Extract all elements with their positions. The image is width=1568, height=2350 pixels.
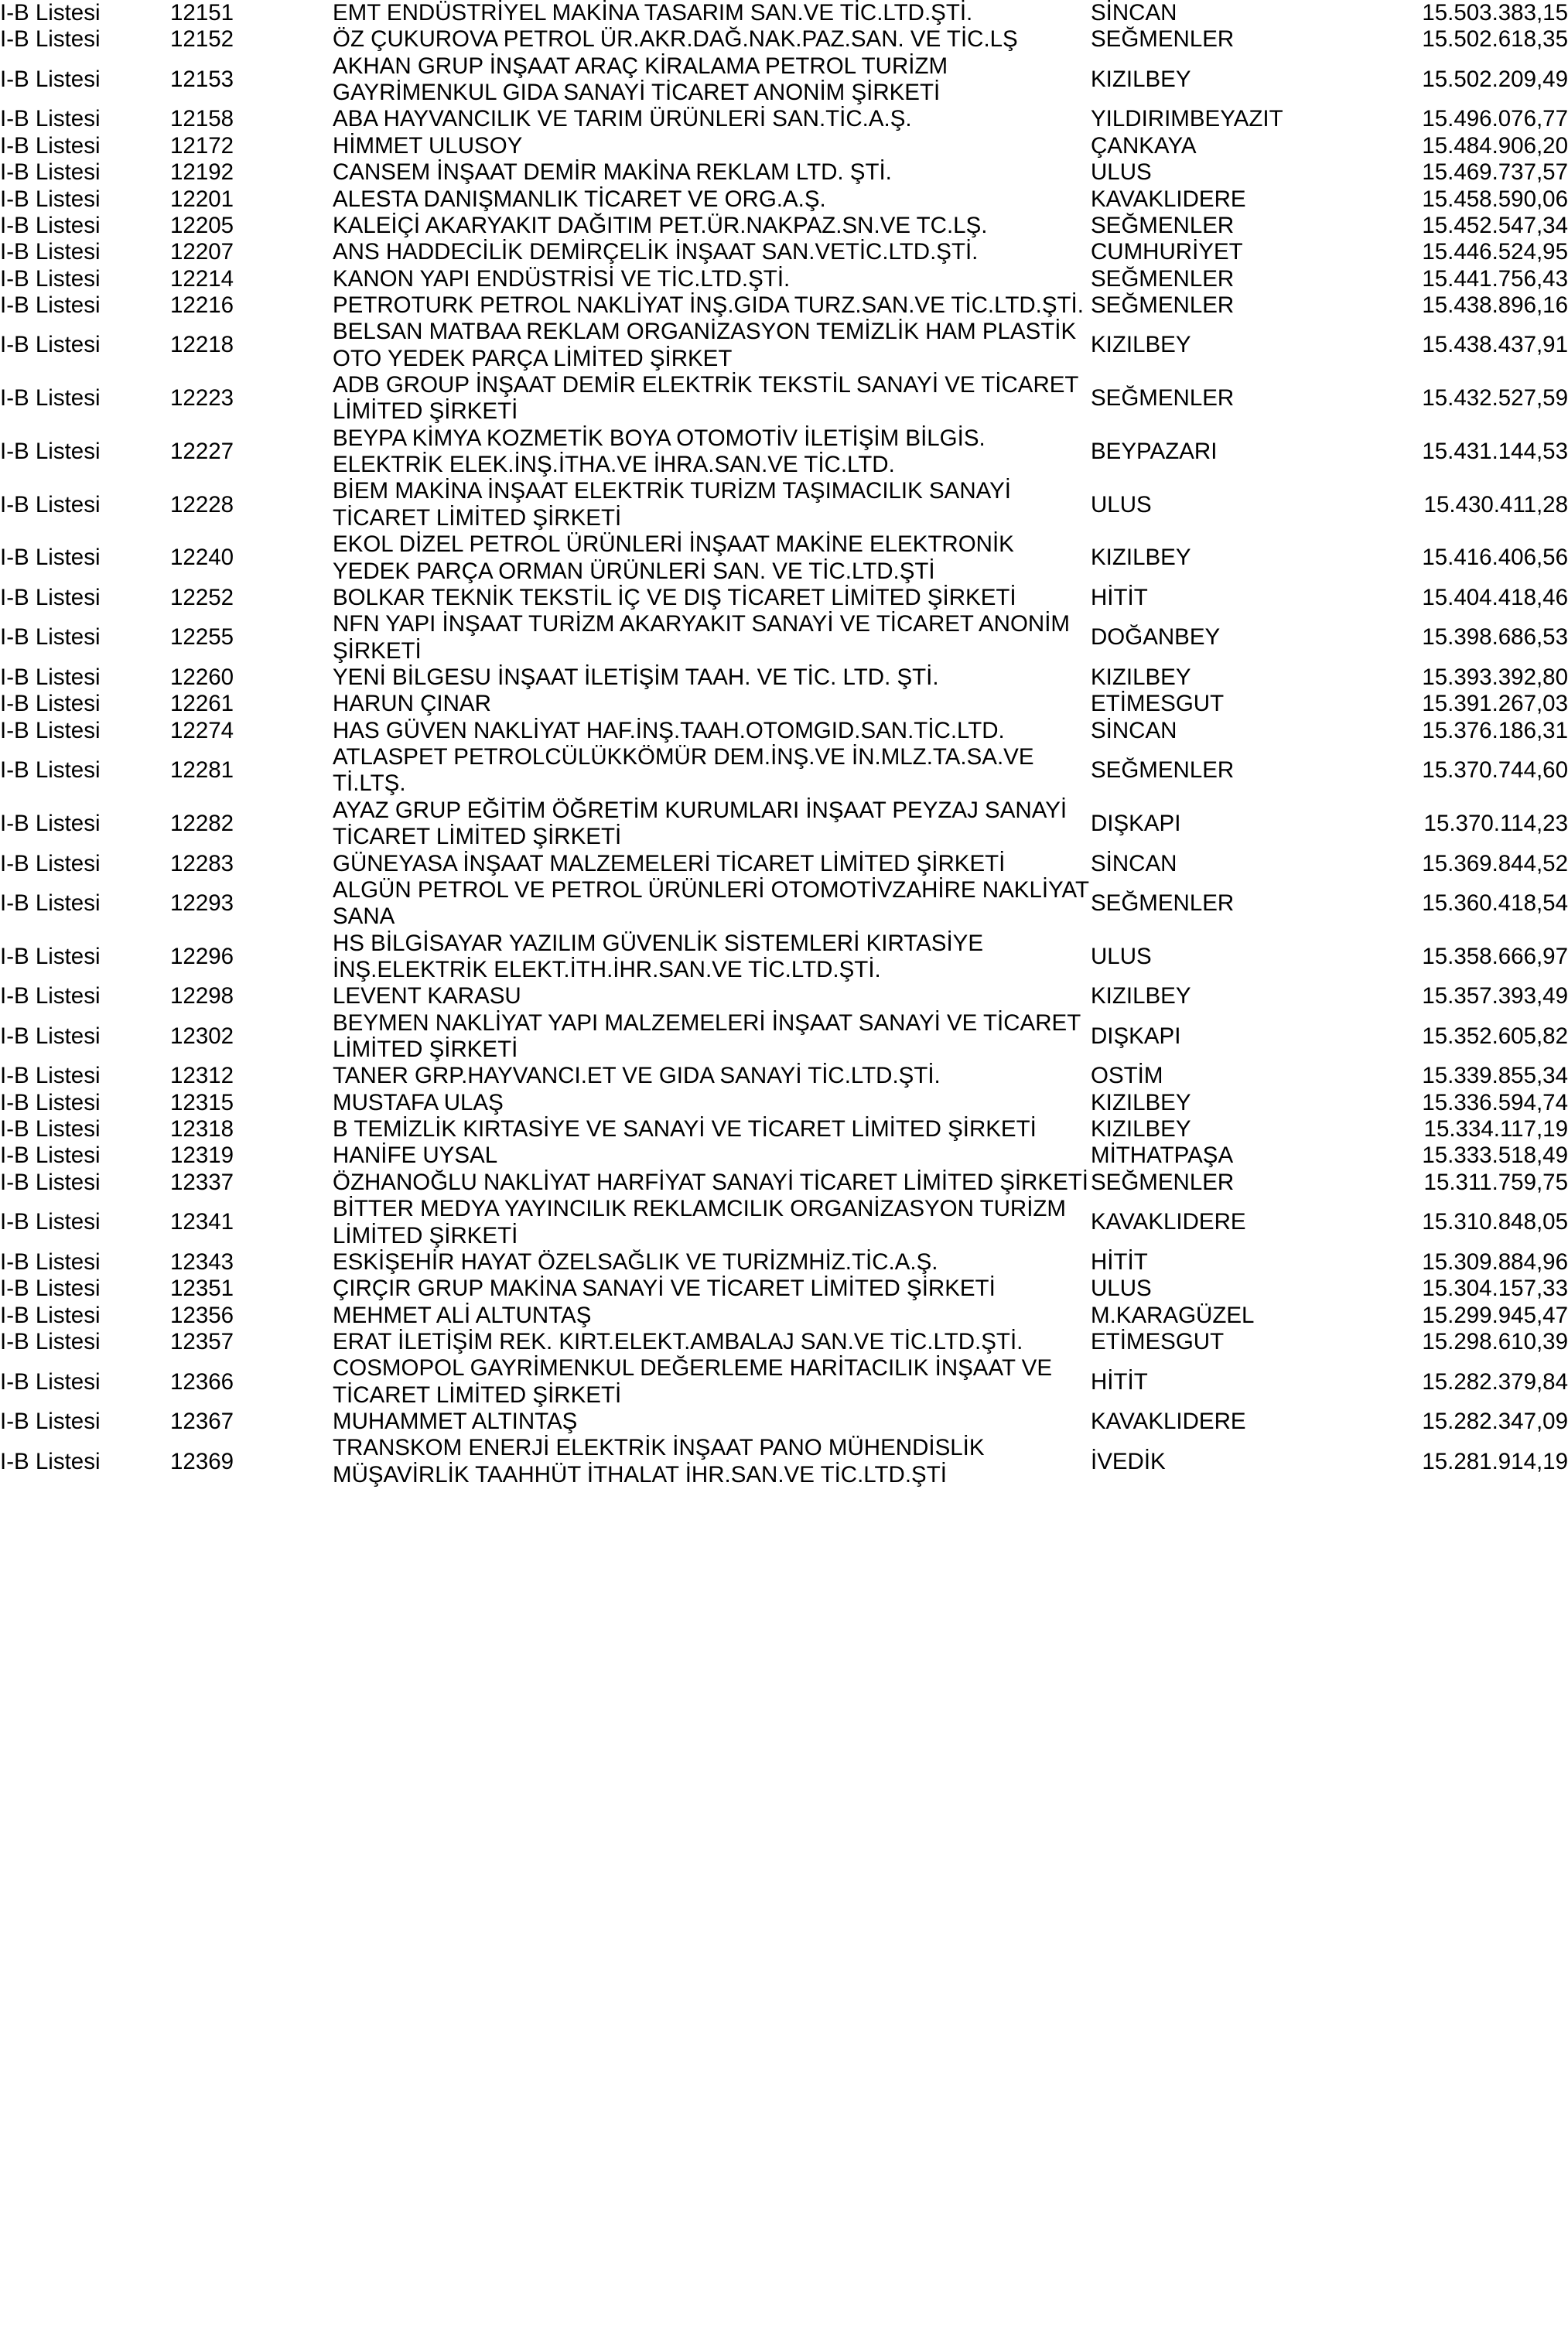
tax-office-cell: HİTİT [1091,1248,1148,1275]
sequence-no-cell: 12312 [170,1063,234,1089]
sequence-no-cell: 12207 [170,239,234,265]
table-row [0,585,1568,611]
amount-cell: 15.496.076,77 [1422,106,1568,132]
sequence-no-cell: 12260 [170,664,234,690]
tax-office-cell: ULUS [1091,943,1152,969]
sequence-no-cell: 12201 [170,186,234,212]
table-row [0,611,1568,664]
list-type-cell: I-B Listesi [0,1143,101,1169]
sequence-no-cell: 12298 [170,983,234,1009]
tax-office-cell: KIZILBEY [1091,332,1191,358]
amount-cell: 15.398.686,53 [1422,624,1568,651]
sequence-no-cell: 12302 [170,1023,234,1049]
list-type-cell: I-B Listesi [0,491,101,517]
list-type-cell: I-B Listesi [0,26,101,53]
list-type-cell: I-B Listesi [0,239,101,265]
list-type-cell: I-B Listesi [0,1276,101,1302]
sequence-no-cell: 12367 [170,1409,234,1435]
table-row [0,1090,1568,1116]
tax-office-cell: KAVAKLIDERE [1091,1209,1246,1235]
tax-office-cell: DOĞANBEY [1091,624,1221,651]
tax-office-cell: SEĞMENLER [1091,890,1235,917]
sequence-no-cell: 12153 [170,66,234,92]
tax-office-cell: SİNCAN [1091,850,1177,876]
amount-cell: 15.304.157,33 [1422,1276,1568,1302]
list-type-cell: I-B Listesi [0,1023,101,1049]
taxpayer-name-cell: B TEMİZLİK KIRTASİYE VE SANAYİ VE TİCARET LİMİTED ŞİRKETİ [333,1116,1037,1143]
taxpayer-name-cell: CANSEM İNŞAAT DEMİR MAKİNA REKLAM LTD. ŞTİ. [333,159,892,186]
list-type-cell: I-B Listesi [0,1089,101,1115]
sequence-no-cell: 12357 [170,1328,234,1354]
sequence-no-cell: 12351 [170,1276,234,1302]
tax-office-cell: SEĞMENLER [1091,265,1235,292]
table-row [0,372,1568,425]
list-type-cell: I-B Listesi [0,757,101,784]
tax-office-cell: SEĞMENLER [1091,1169,1235,1195]
taxpayer-name-cell: GÜNEYASA İNŞAAT MALZEMELERİ TİCARET LİMİTED ŞİRKETİ [333,850,1006,876]
taxpayer-name-cell: ATLASPET PETROLCÜLÜKKÖMÜR DEM.İNŞ.VE İN.MLZ.TA.SA.VE Tİ.LTŞ. [333,744,1034,797]
amount-cell: 15.310.848,05 [1422,1209,1568,1235]
amount-cell: 15.352.605,82 [1422,1023,1568,1049]
amount-cell: 15.370.744,60 [1422,757,1568,784]
table-row [0,1355,1568,1409]
sequence-no-cell: 12283 [170,850,234,876]
table-row [0,106,1568,132]
table-row [0,319,1568,372]
table-row [0,478,1568,531]
sequence-no-cell: 12337 [170,1169,234,1195]
list-type-cell: I-B Listesi [0,1063,101,1089]
taxpayer-name-cell: ADB GROUP İNŞAAT DEMİR ELEKTRİK TEKSTİL SANAYİ VE TİCARET LİMİTED ŞİRKETİ [333,372,1078,425]
list-type-cell: I-B Listesi [0,1409,101,1435]
tax-office-cell: ULUS [1091,159,1152,186]
list-type-cell: I-B Listesi [0,1302,101,1328]
taxpayer-name-cell: ALESTA DANIŞMANLIK TİCARET VE ORG.A.Ş. [333,186,826,212]
list-type-cell: I-B Listesi [0,212,101,238]
list-type-cell: I-B Listesi [0,66,101,92]
tax-office-cell: M.KARAGÜZEL [1091,1302,1255,1328]
taxpayer-name-cell: HAS GÜVEN NAKLİYAT HAF.İNŞ.TAAH.OTOMGID.SAN.TİC.LTD. [333,717,1005,743]
list-type-cell: I-B Listesi [0,584,101,610]
list-type-cell: I-B Listesi [0,1448,101,1474]
amount-cell: 15.357.393,49 [1422,983,1568,1009]
list-type-cell: I-B Listesi [0,691,101,717]
amount-cell: 15.339.855,34 [1422,1063,1568,1089]
table-row [0,718,1568,744]
table-row [0,1143,1568,1169]
tax-office-cell: KIZILBEY [1091,983,1191,1009]
amount-cell: 15.299.945,47 [1422,1302,1568,1328]
taxpayer-name-cell: NFN YAPI İNŞAAT TURİZM AKARYAKIT SANAYİ VE TİCARET ANONİM ŞİRKETİ [333,611,1070,664]
tax-office-cell: MİTHATPAŞA [1091,1143,1234,1169]
taxpayer-name-cell: PETROTURK PETROL NAKLİYAT İNŞ.GIDA TURZ.SAN.VE TİC.LTD.ŞTİ. [333,292,1084,318]
list-type-cell: I-B Listesi [0,1328,101,1354]
taxpayer-name-cell: HANİFE UYSAL [333,1143,498,1169]
sequence-no-cell: 12366 [170,1368,234,1395]
amount-cell: 15.484.906,20 [1422,132,1568,159]
taxpayer-name-cell: ABA HAYVANCILIK VE TARIM ÜRÜNLERİ SAN.TİC.A.Ş. [333,106,912,132]
taxpayer-name-cell: ERAT İLETİŞİM REK. KIRT.ELEKT.AMBALAJ SAN.VE TİC.LTD.ŞTİ. [333,1328,1023,1354]
sequence-no-cell: 12319 [170,1143,234,1169]
amount-cell: 15.309.884,96 [1422,1248,1568,1275]
table-row [0,744,1568,798]
table-row [0,133,1568,159]
sequence-no-cell: 12255 [170,624,234,651]
taxpayer-name-cell: EMT ENDÜSTRİYEL MAKİNA TASARIM SAN.VE TİC.LTD.ŞTİ. [333,0,973,26]
amount-cell: 15.452.547,34 [1422,212,1568,238]
taxpayer-name-cell: EKOL DİZEL PETROL ÜRÜNLERİ İNŞAAT MAKİNE ELEKTRONİK YEDEK PARÇA ORMAN ÜRÜNLERİ SAN. VE TİC.LTD.ŞTİ [333,531,1014,584]
list-type-cell: I-B Listesi [0,0,101,26]
amount-cell: 15.441.756,43 [1422,265,1568,292]
tax-office-cell: SİNCAN [1091,0,1177,26]
taxpayer-name-cell: MUHAMMET ALTINTAŞ [333,1409,578,1435]
taxpayer-name-cell: ÖZHANOĞLU NAKLİYAT HARFİYAT SANAYİ TİCARET LİMİTED ŞİRKETİ [333,1169,1088,1195]
list-type-cell: I-B Listesi [0,664,101,690]
table-row [0,186,1568,213]
taxpayer-name-cell: ÖZ ÇUKUROVA PETROL ÜR.AKR.DAĞ.NAK.PAZ.SAN. VE TİC.LŞ [333,26,1018,53]
list-type-cell: I-B Listesi [0,292,101,318]
taxpayer-name-cell: TANER GRP.HAYVANCI.ET VE GIDA SANAYİ TİC.LTD.ŞTİ. [333,1063,941,1089]
list-type-cell: I-B Listesi [0,186,101,212]
list-type-cell: I-B Listesi [0,1248,101,1275]
table-row [0,1249,1568,1276]
tax-office-cell: KIZILBEY [1091,1089,1191,1115]
table-row [0,159,1568,186]
amount-cell: 15.469.737,57 [1422,159,1568,186]
tax-office-cell: ETİMESGUT [1091,1328,1225,1354]
tax-office-cell: KIZILBEY [1091,66,1191,92]
amount-cell: 15.376.186,31 [1422,717,1568,743]
amount-cell: 15.502.209,49 [1422,66,1568,92]
taxpayer-name-cell: BİEM MAKİNA İNŞAAT ELEKTRİK TURİZM TAŞIMACILIK SANAYİ TİCARET LİMİTED ŞİRKETİ [333,478,1012,531]
sequence-no-cell: 12158 [170,106,234,132]
list-type-cell: I-B Listesi [0,265,101,292]
amount-cell: 15.281.914,19 [1422,1448,1568,1474]
taxpayer-name-cell: COSMOPOL GAYRİMENKUL DEĞERLEME HARİTACILIK İNŞAAT VE TİCARET LİMİTED ŞİRKETİ [333,1355,1052,1408]
sequence-no-cell: 12216 [170,292,234,318]
list-type-cell: I-B Listesi [0,106,101,132]
table-row [0,1063,1568,1089]
taxpayer-name-cell: HARUN ÇINAR [333,691,491,717]
table-row [0,0,1568,26]
taxpayer-name-cell: LEVENT KARASU [333,983,521,1009]
table-row [0,1010,1568,1064]
table-row [0,292,1568,319]
table-row [0,213,1568,239]
sequence-no-cell: 12240 [170,545,234,571]
table-row [0,531,1568,585]
taxpayer-name-cell: AKHAN GRUP İNŞAAT ARAÇ KİRALAMA PETROL TURİZM GAYRİMENKUL GIDA SANAYİ TİCARET ANONİM ŞİRKETİ [333,53,948,106]
tax-office-cell: SEĞMENLER [1091,292,1235,318]
tax-office-cell: HİTİT [1091,1368,1148,1395]
amount-cell: 15.446.524,95 [1422,239,1568,265]
tax-office-cell: DIŞKAPI [1091,1023,1181,1049]
table-row [0,1116,1568,1143]
amount-cell: 15.360.418,54 [1422,890,1568,917]
sequence-no-cell: 12205 [170,212,234,238]
taxpayer-name-cell: AYAZ GRUP EĞİTİM ÖĞRETİM KURUMLARI İNŞAAT PEYZAJ SANAYİ TİCARET LİMİTED ŞİRKETİ [333,797,1068,850]
amount-cell: 15.431.144,53 [1422,438,1568,464]
taxpayer-name-cell: HS BİLGİSAYAR YAZILIM GÜVENLİK SİSTEMLERİ KIRTASİYE İNŞ.ELEKTRİK ELEKT.İTH.İHR.SAN.VE TİC.LTD.ŞTİ. [333,930,983,982]
sequence-no-cell: 12356 [170,1302,234,1328]
sequence-no-cell: 12315 [170,1089,234,1115]
list-type-cell: I-B Listesi [0,890,101,917]
sequence-no-cell: 12252 [170,584,234,610]
list-type-cell: I-B Listesi [0,1116,101,1143]
amount-cell: 15.438.437,91 [1422,332,1568,358]
amount-cell: 15.438.896,16 [1422,292,1568,318]
taxpayer-name-cell: BELSAN MATBAA REKLAM ORGANİZASYON TEMİZLİK HAM PLASTİK OTO YEDEK PARÇA LİMİTED ŞİRKET [333,319,1077,371]
table-row [0,1409,1568,1435]
taxpayer-name-cell: ÇIRÇIR GRUP MAKİNA SANAYİ VE TİCARET LİMİTED ŞİRKETİ [333,1276,996,1302]
taxpayer-name-cell: MEHMET ALİ ALTUNTAŞ [333,1302,592,1328]
list-type-cell: I-B Listesi [0,717,101,743]
amount-cell: 15.282.379,84 [1422,1368,1568,1395]
list-type-cell: I-B Listesi [0,1209,101,1235]
amount-cell: 15.298.610,39 [1422,1328,1568,1354]
sequence-no-cell: 12227 [170,438,234,464]
sequence-no-cell: 12261 [170,691,234,717]
list-type-cell: I-B Listesi [0,810,101,836]
amount-cell: 15.416.406,56 [1422,545,1568,571]
tax-office-cell: ULUS [1091,1276,1152,1302]
tax-office-cell: SEĞMENLER [1091,757,1235,784]
list-type-cell: I-B Listesi [0,1368,101,1395]
taxpayer-name-cell: KALEİÇİ AKARYAKIT DAĞITIM PET.ÜR.NAKPAZ.SN.VE TC.LŞ. [333,212,988,238]
tax-office-cell: ÇANKAYA [1091,132,1197,159]
tax-office-cell: ULUS [1091,491,1152,517]
list-type-cell: I-B Listesi [0,545,101,571]
amount-cell: 15.432.527,59 [1422,385,1568,412]
table-row [0,798,1568,851]
taxpayer-name-cell: ALGÜN PETROL VE PETROL ÜRÜNLERİ OTOMOTİVZAHİRE NAKLİYAT SANA [333,876,1089,930]
sequence-no-cell: 12293 [170,890,234,917]
table-row [0,1329,1568,1355]
amount-cell: 15.393.392,80 [1422,664,1568,690]
table-row [0,53,1568,107]
taxpayer-name-cell: BEYMEN NAKLİYAT YAPI MALZEMELERİ İNŞAAT SANAYİ VE TİCARET LİMİTED ŞİRKETİ [333,1009,1081,1063]
taxpayer-name-cell: ANS HADDECİLİK DEMİRÇELİK İNŞAAT SAN.VETİC.LTD.ŞTİ. [333,239,979,265]
list-type-cell: I-B Listesi [0,159,101,186]
table-row [0,1435,1568,1488]
table-row [0,26,1568,53]
tax-office-cell: OSTİM [1091,1063,1163,1089]
sequence-no-cell: 12343 [170,1248,234,1275]
table-row [0,877,1568,931]
amount-cell: 15.458.590,06 [1422,186,1568,212]
taxpayer-name-cell: YENİ BİLGESU İNŞAAT İLETİŞİM TAAH. VE TİC. LTD. ŞTİ. [333,664,939,690]
list-type-cell: I-B Listesi [0,438,101,464]
sequence-no-cell: 12274 [170,717,234,743]
taxpayer-name-cell: BEYPA KİMYA KOZMETİK BOYA OTOMOTİV İLETİŞİM BİLGİS. ELEKTRİK ELEK.İNŞ.İTHA.VE İHRA.SAN.VE TİC.LTD. [333,425,986,478]
sequence-no-cell: 12192 [170,159,234,186]
amount-cell: 15.282.347,09 [1422,1409,1568,1435]
list-type-cell: I-B Listesi [0,943,101,969]
tax-office-cell: KAVAKLIDERE [1091,186,1246,212]
sequence-no-cell: 12318 [170,1116,234,1143]
taxpayer-name-cell: KANON YAPI ENDÜSTRİSİ VE TİC.LTD.ŞTİ. [333,265,791,292]
amount-cell: 15.391.267,03 [1422,691,1568,717]
sequence-no-cell: 12341 [170,1209,234,1235]
sequence-no-cell: 12282 [170,810,234,836]
taxpayer-name-cell: HİMMET ULUSOY [333,132,523,159]
sequence-no-cell: 12228 [170,491,234,517]
tax-office-cell: KAVAKLIDERE [1091,1409,1246,1435]
table-row [0,691,1568,717]
taxpayer-name-cell: ESKİŞEHİR HAYAT ÖZELSAĞLIK VE TURİZMHİZ.TİC.A.Ş. [333,1248,938,1275]
tax-office-cell: KIZILBEY [1091,1116,1191,1143]
taxpayer-name-cell: BİTTER MEDYA YAYINCILIK REKLAMCILIK ORGANİZASYON TURİZM LİMİTED ŞİRKETİ [333,1196,1067,1248]
tax-office-cell: SEĞMENLER [1091,212,1235,238]
tax-office-cell: CUMHURİYET [1091,239,1243,265]
amount-cell: 15.358.666,97 [1422,943,1568,969]
list-type-cell: I-B Listesi [0,132,101,159]
tax-office-cell: BEYPAZARI [1091,438,1218,464]
amount-cell: 15.503.383,15 [1422,0,1568,26]
amount-cell: 15.336.594,74 [1422,1089,1568,1115]
sequence-no-cell: 12214 [170,265,234,292]
list-type-cell: I-B Listesi [0,624,101,651]
table-row [0,983,1568,1009]
tax-office-cell: YILDIRIMBEYAZIT [1091,106,1283,132]
list-type-cell: I-B Listesi [0,385,101,412]
taxpayer-name-cell: MUSTAFA ULAŞ [333,1089,504,1115]
tax-office-cell: SEĞMENLER [1091,385,1235,412]
table-row [0,664,1568,691]
list-type-cell: I-B Listesi [0,332,101,358]
tax-office-cell: ETİMESGUT [1091,691,1225,717]
tax-office-cell: SİNCAN [1091,717,1177,743]
tax-office-cell: İVEDİK [1091,1448,1166,1474]
tax-office-cell: SEĞMENLER [1091,26,1235,53]
amount-cell: 15.404.418,46 [1422,584,1568,610]
tax-office-cell: HİTİT [1091,584,1148,610]
sequence-no-cell: 12172 [170,132,234,159]
amount-cell: 15.369.844,52 [1422,850,1568,876]
amount-cell: 15.502.618,35 [1422,26,1568,53]
sequence-no-cell: 12152 [170,26,234,53]
table-row [0,425,1568,479]
table-row [0,1276,1568,1302]
table-row [0,851,1568,877]
sequence-no-cell: 12369 [170,1448,234,1474]
tax-office-cell: KIZILBEY [1091,545,1191,571]
amount-cell: 15.311.759,75 [1423,1169,1568,1195]
list-type-cell: I-B Listesi [0,850,101,876]
tax-office-cell: KIZILBEY [1091,664,1191,690]
list-type-cell: I-B Listesi [0,1169,101,1195]
sequence-no-cell: 12151 [170,0,234,26]
sequence-no-cell: 12223 [170,385,234,412]
amount-cell: 15.333.518,49 [1422,1143,1568,1169]
table-row [0,1196,1568,1249]
tax-office-cell: DIŞKAPI [1091,810,1181,836]
list-type-cell: I-B Listesi [0,983,101,1009]
taxpayer-name-cell: BOLKAR TEKNİK TEKSTİL İÇ VE DIŞ TİCARET LİMİTED ŞİRKETİ [333,584,1016,610]
sequence-no-cell: 12218 [170,332,234,358]
amount-cell: 15.334.117,19 [1423,1116,1568,1143]
sequence-no-cell: 12296 [170,943,234,969]
taxpayer-name-cell: TRANSKOM ENERJİ ELEKTRİK İNŞAAT PANO MÜHENDİSLİK MÜŞAVİRLİK TAAHHÜT İTHALAT İHR.SAN.VE TİC.LTD.ŞTİ [333,1435,985,1488]
table-row [0,1303,1568,1329]
amount-cell: 15.430.411,28 [1423,491,1568,517]
table-row [0,239,1568,265]
table-row [0,931,1568,984]
amount-cell: 15.370.114,23 [1423,810,1568,836]
sequence-no-cell: 12281 [170,757,234,784]
table-row [0,266,1568,292]
table-row [0,1170,1568,1196]
